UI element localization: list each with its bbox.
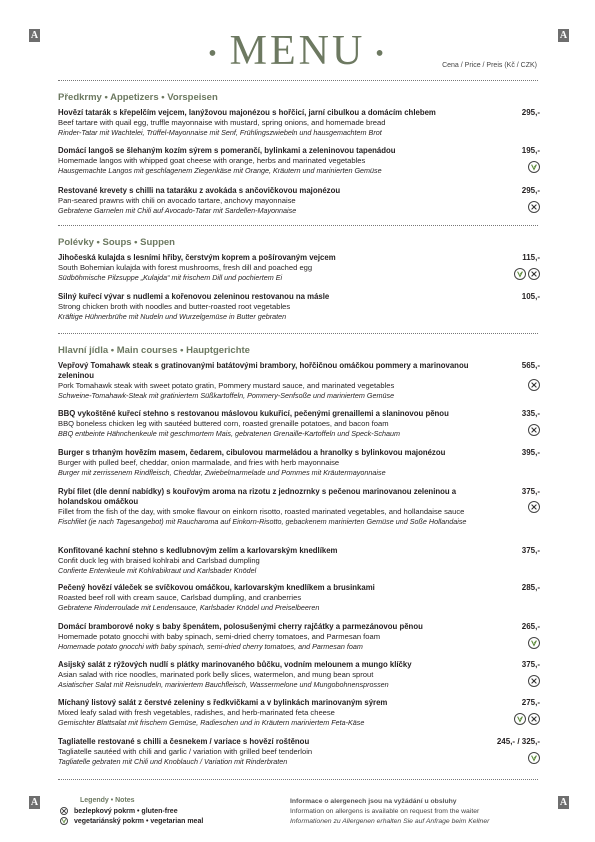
item-name-de: Hausgemachte Langos mit geschlagenem Ziegenkäse mit Orange, Kräutern und marinierten Gemüse bbox=[58, 166, 382, 175]
item-name-cz: BBQ vykoštěné kuřecí stehno s restovanou máslovou kukuřicí, pečenými grenaillemi a slaninovou pěnou bbox=[58, 409, 449, 418]
gluten-free-icon bbox=[528, 379, 540, 391]
title-dot: • bbox=[208, 41, 220, 68]
item-name-en: Fillet from the fish of the day, with smoke flavour on einkorn risotto, roasted marinated vegetables, and hollandaise sauce bbox=[58, 507, 465, 516]
allergen-info-cz: Informace o alergenech jsou na vyžádání u obsluhy bbox=[290, 798, 457, 805]
item-name-de: Asiatischer Salat mit Reisnudeln, mariniertem Bauchfleisch, Wassermelone und Mungobohnensprossen bbox=[58, 680, 389, 689]
item-name-en: Burger with pulled beef, cheddar, onion marmalade, and fries with herb mayonnaise bbox=[58, 458, 340, 467]
item-price: 565,- bbox=[521, 361, 540, 370]
menu-item bbox=[58, 487, 540, 527]
item-name-de: Confierte Entenkeule mit Kohlrabikraut und Karlsbader Knödel bbox=[58, 566, 257, 575]
item-name-de: Rinder-Tatar mit Wachtelei, Trüffel-Mayonnaise mit Senf, Frühlingszwiebeln und hausgemachtem Brot bbox=[58, 128, 382, 137]
menu-item bbox=[58, 546, 540, 576]
item-name-cz: Domácí langoš se šlehaným kozím sýrem s pomerančí, bylinkami a zeleninovou tapenádou bbox=[58, 146, 396, 155]
menu-item bbox=[58, 361, 540, 401]
divider bbox=[58, 779, 538, 780]
menu-item bbox=[58, 146, 540, 176]
item-name-en: Pan-seared prawns with chili on avocado tartare, anchovy mayonnaise bbox=[58, 196, 296, 205]
item-name-cz: Domácí bramborové noky s baby špenátem, polosušenými cherry rajčátky a parmezánovou pěnou bbox=[58, 622, 423, 631]
section-title-main-courses: Hlavní jídla • Main courses • Hauptgerichte bbox=[58, 345, 250, 356]
item-price: 115,- bbox=[522, 253, 540, 262]
gluten-free-icon bbox=[528, 501, 540, 513]
item-name-en: Pork Tomahawk steak with sweet potato gratin, Pommery mustard sauce, and marinated vegetables bbox=[58, 381, 395, 390]
corner-logo-icon: A bbox=[559, 797, 568, 808]
corner-logo-icon: A bbox=[30, 797, 39, 808]
vegetarian-icon bbox=[528, 752, 540, 764]
item-name-cz: Konfitované kachní stehno s kedlubnovým zelím a karlovarským knedlíkem bbox=[58, 546, 338, 555]
allergen-info bbox=[290, 797, 489, 827]
allergen-info-en: Information on allergens is available on request from the waiter bbox=[290, 808, 480, 815]
item-price: 195,- bbox=[521, 146, 540, 155]
menu-item bbox=[58, 253, 540, 283]
gluten-free-icon bbox=[528, 675, 540, 687]
item-name-en: Strong chicken broth with noodles and butter-roasted root vegetables bbox=[58, 302, 291, 311]
item-price: 285,- bbox=[521, 583, 540, 592]
corner-logo-icon: A bbox=[559, 30, 568, 41]
item-name-de: Kräftige Hühnerbrühe mit Nudeln und Wurzelgemüse in Butter gebraten bbox=[58, 312, 287, 321]
legend-title: Legendy • Notes bbox=[80, 797, 135, 804]
vegetarian-icon bbox=[528, 637, 540, 649]
title-text: MENU bbox=[229, 28, 366, 74]
item-name-cz: Hovězí tatarák s křepelčím vejcem, lanýžovou majonézou s hořčicí, jarní cibulkou a domácím chlebem bbox=[58, 108, 436, 117]
menu-item bbox=[58, 409, 540, 439]
item-name-cz: Asijský salát z rýžových nudlí s plátky marinovaného bůčku, vodním melounem a mungo klíčky bbox=[58, 660, 412, 669]
item-name-de: Burger mit zerrissenem Rindfleisch, Cheddar, Zwiebelmarmelade und Pommes mit Kräutermayonnaise bbox=[58, 468, 386, 477]
item-name-en: Homemade langos with whipped goat cheese with orange, herbs and marinated vegetables bbox=[58, 156, 366, 165]
menu-item bbox=[58, 660, 540, 690]
item-name-en: Asian salad with rice noodles, marinated pork belly slices, watermelon, and mung bean sprout bbox=[58, 670, 374, 679]
item-price: 395,- bbox=[521, 448, 540, 457]
item-name-de: Homemade potato gnocchi with baby spinach, semi-dried cherry tomatoes, and Parmesan foam bbox=[58, 642, 363, 651]
item-name-en: Homemade potato gnocchi with baby spinach, semi-dried cherry tomatoes, and Parmesan foam bbox=[58, 632, 381, 641]
menu-item bbox=[58, 622, 540, 652]
menu-item bbox=[58, 108, 540, 138]
section-title-soups: Polévky • Soups • Suppen bbox=[58, 237, 175, 248]
allergen-info-de: Informationen zu Allergenen erhalten Sie auf Anfrage beim Kellner bbox=[290, 818, 490, 825]
item-price: 245,- / 325,- bbox=[496, 737, 540, 746]
page-title bbox=[0, 28, 595, 77]
item-name-en: Mixed leafy salad with fresh vegetables, radishes, and herb-marinated feta cheese bbox=[58, 708, 335, 717]
legend-vegetarian: vegetariánský pokrm • vegetarian meal bbox=[74, 817, 204, 825]
item-name-de: Gemischter Blattsalat mit frischem Gemüse, Radieschen und in Kräutern mariniertem Feta-Käse bbox=[58, 718, 365, 727]
menu-item bbox=[58, 698, 540, 728]
gluten-free-icon bbox=[528, 424, 540, 436]
gluten-free-icon bbox=[528, 268, 540, 280]
item-name-cz: Rybí filet (dle denní nabídky) s kouřovým aroma na rizotu z jednozrnky s pečenou marinovanou zeleninou a holandskou omáčkou bbox=[58, 487, 457, 506]
section-title-appetizers: Předkrmy • Appetizers • Vorspeisen bbox=[58, 92, 218, 103]
item-name-en: Tagliatelle sautéed with chili and garlic / variation with grilled beef tenderloin bbox=[58, 747, 313, 756]
item-price: 375,- bbox=[521, 546, 540, 555]
item-name-cz: Burger s trhaným hovězím masem, čedarem, cibulovou marmeládou a hranolky s bylinkovou majonézou bbox=[58, 448, 446, 457]
gluten-free-icon bbox=[528, 713, 540, 725]
item-name-cz: Tagliatelle restované s chilli a česnekem / variace s hovězí roštěnou bbox=[58, 737, 310, 746]
title-dot: • bbox=[375, 41, 387, 68]
item-name-cz: Jihočeská kulajda s lesními hřiby, čerstvým koprem a pošírovaným vejcem bbox=[58, 253, 336, 262]
item-name-cz: Silný kuřecí vývar s nudlemi a kořenovou zeleninou restovanou na másle bbox=[58, 292, 330, 301]
item-name-cz: Restované krevety s chilli na tataráku z avokáda s ančovičkovou majonézou bbox=[58, 186, 341, 195]
vegetarian-icon bbox=[528, 161, 540, 173]
vegetarian-icon bbox=[514, 713, 526, 725]
item-price: 375,- bbox=[521, 660, 540, 669]
item-name-cz: Pečený hovězí váleček se svíčkovou omáčkou, karlovarským knedlíkem a brusinkami bbox=[58, 583, 375, 592]
menu-item bbox=[58, 186, 540, 216]
item-name-en: Confit duck leg with braised kohlrabi and Carlsbad dumpling bbox=[58, 556, 260, 565]
menu-item bbox=[58, 448, 540, 478]
item-price: 295,- bbox=[521, 186, 540, 195]
menu-item bbox=[58, 737, 540, 767]
price-header: Cena / Price / Preis (Kč / CZK) bbox=[442, 62, 537, 69]
divider bbox=[58, 80, 538, 81]
item-name-de: Gebratene Rinderroulade mit Lendensauce, Karlsbader Knödel und Preiselbeeren bbox=[58, 603, 320, 612]
menu-item bbox=[58, 583, 540, 613]
item-price: 335,- bbox=[521, 409, 540, 418]
item-name-en: BBQ boneless chicken leg with sautéed buttered corn, roasted grenaille potatoes, and bacon foam bbox=[58, 419, 389, 428]
legend-gluten-free: bezlepkový pokrm • gluten-free bbox=[74, 807, 178, 815]
item-name-de: Südböhmische Pilzsuppe „Kulajda“ mit frischem Dill und pochiertem Ei bbox=[58, 273, 283, 282]
item-price: 375,- bbox=[521, 487, 540, 496]
gluten-free-icon bbox=[60, 807, 68, 815]
item-name-de: Schweine-Tomahawk-Steak mit gratiniertem Süßkartoffeln, Pommery-Senfsoße und mariniertem Gemüse bbox=[58, 391, 395, 400]
item-price: 295,- bbox=[521, 108, 540, 117]
menu-item bbox=[58, 292, 540, 322]
item-name-cz: Míchaný listový salát z čerstvé zeleniny s ředkvičkami a v bylinkách marinovaným sýrem bbox=[58, 698, 388, 707]
item-name-de: Gebratene Garnelen mit Chili auf Avocado-Tatar mit Sardellen-Mayonnaise bbox=[58, 206, 297, 215]
item-price: 275,- bbox=[521, 698, 540, 707]
divider bbox=[58, 225, 538, 226]
legend bbox=[60, 797, 203, 827]
vegetarian-icon bbox=[60, 817, 68, 825]
vegetarian-icon bbox=[514, 268, 526, 280]
item-price: 105,- bbox=[521, 292, 540, 301]
item-name-de: Fischfilet (je nach Tagesangebot) mit Raucharoma auf Einkorn-Risotto, gebackenem marinierten Gemüse und Soße Hollandaise bbox=[58, 517, 467, 526]
item-name-en: Beef tartare with quail egg, truffle mayonnaise with mustard, spring onions, and homemade bread bbox=[58, 118, 386, 127]
item-name-de: Tagliatelle gebraten mit Chili und Knoblauch / Variation mit Rinderbraten bbox=[58, 757, 288, 766]
divider bbox=[58, 333, 538, 334]
item-name-cz: Vepřový Tomahawk steak s gratinovanými batátovými brambory, hořčičnou omáčkou pommery a marinovanou zeleninou bbox=[58, 361, 469, 380]
item-price: 265,- bbox=[521, 622, 540, 631]
item-name-de: BBQ entbeinte Hähnchenkeule mit geschmortem Mais, gebratenen Grenaille-Kartoffeln und Speck-Schaum bbox=[58, 429, 400, 438]
corner-logo-icon: A bbox=[30, 30, 39, 41]
item-name-en: South Bohemian kulajda with forest mushrooms, fresh dill and poached egg bbox=[58, 263, 313, 272]
item-name-en: Roasted beef roll with cream sauce, Carlsbad dumpling, and cranberries bbox=[58, 593, 302, 602]
gluten-free-icon bbox=[528, 201, 540, 213]
